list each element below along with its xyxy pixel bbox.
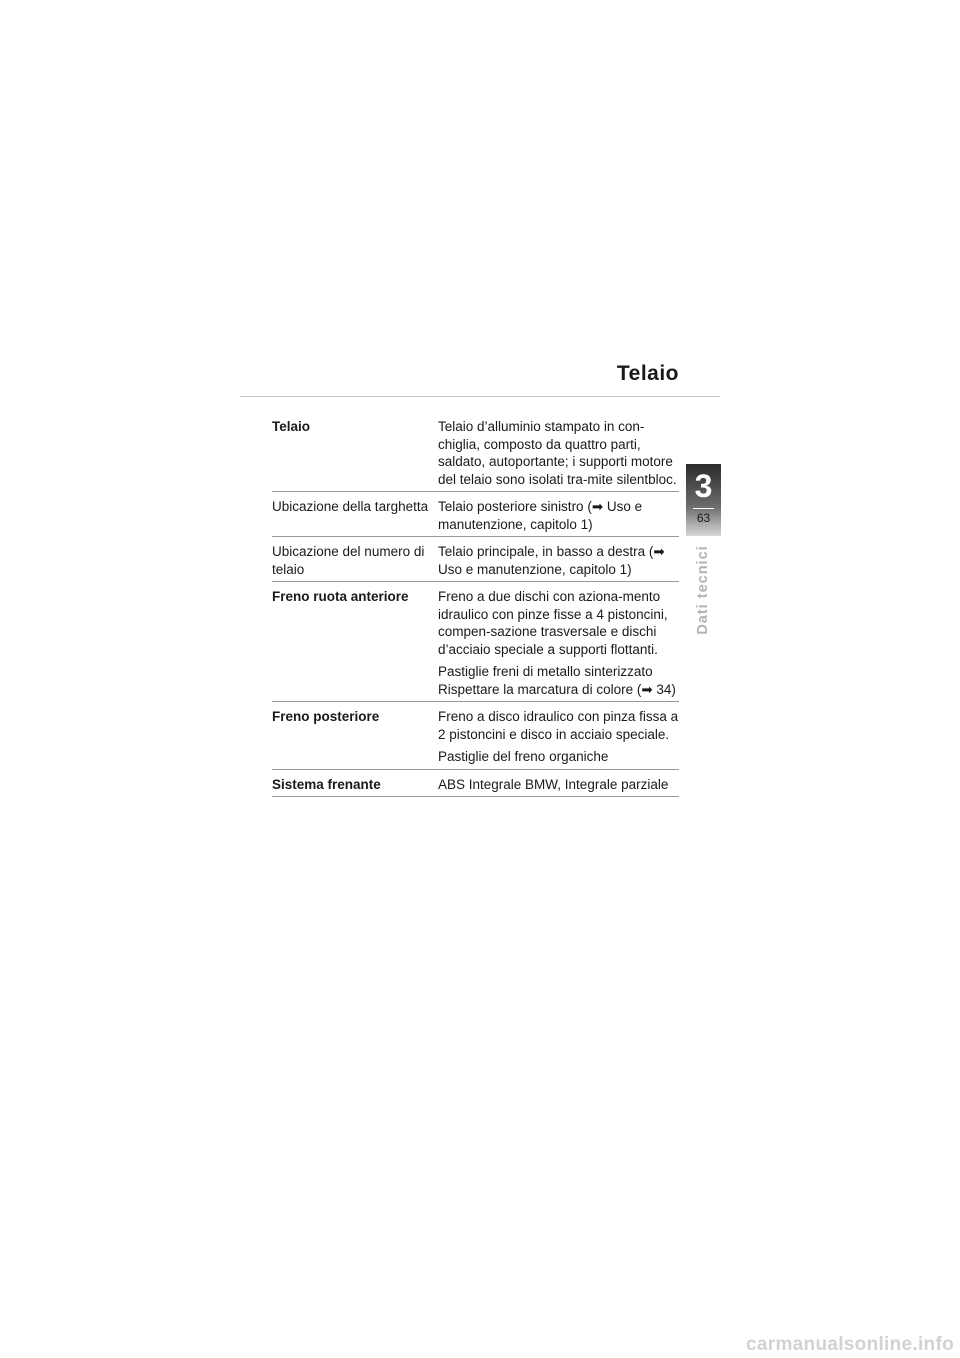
chapter-section-label: Dati tecnici — [695, 545, 711, 635]
spec-value — [438, 543, 679, 578]
spec-row-numero-telaio — [272, 543, 679, 582]
spec-value-paragraph: Telaio d’alluminio stampato in con-chiglia, composto da quattro parti, saldato, autoportante; i supporti motore del telaio sono isolati tra-mite silentbloc. — [438, 419, 677, 487]
chapter-tab — [686, 464, 721, 536]
spec-value-paragraph: Pastiglie del freno organiche — [438, 749, 609, 764]
spec-value-paragraph: Telaio posteriore sinistro (➡ Uso e manutenzione, capitolo 1) — [438, 499, 643, 532]
spec-label: Telaio — [272, 419, 311, 434]
spec-value — [438, 418, 679, 488]
spec-value-paragraph: Telaio principale, in basso a destra (➡ Uso e manutenzione, capitolo 1) — [438, 544, 665, 577]
spec-value-paragraph: Freno a disco idraulico con pinza fissa a 2 pistoncini e disco in acciaio speciale. — [438, 709, 679, 742]
chapter-divider — [693, 508, 714, 509]
spec-label: Ubicazione della targhetta — [272, 499, 429, 514]
spec-row-freno-anteriore — [272, 588, 679, 702]
spec-table — [272, 418, 679, 803]
spec-value — [438, 588, 679, 698]
spec-value — [438, 498, 679, 533]
spec-value-paragraph: ABS Integrale BMW, Integrale parziale — [438, 776, 669, 792]
spec-label: Ubicazione del numero di telaio — [272, 544, 425, 577]
spec-value-paragraph: Freno a due dischi con aziona-mento idraulico con pinze fisse a 4 pistoncini, compen-sazione trasversale e dischi d’acciaio speciale a supporti flottanti. — [438, 589, 668, 657]
page-number: 63 — [696, 511, 711, 525]
page-title: Telaio — [616, 362, 679, 385]
spec-value — [438, 708, 679, 766]
spec-value — [438, 776, 679, 794]
title-divider — [240, 396, 720, 397]
spec-label: Sistema frenante — [272, 776, 381, 792]
spec-row-sistema-frenante — [272, 776, 679, 798]
spec-label: Freno ruota anteriore — [272, 589, 409, 604]
spec-row-freno-posteriore — [272, 708, 679, 770]
spec-value-paragraph: Pastiglie freni di metallo sinterizzato Rispettare la marcatura di colore (➡ 34) — [438, 664, 676, 697]
chapter-number: 3 — [694, 468, 713, 504]
spec-row-targhetta — [272, 498, 679, 537]
watermark: carmanualsonline.info — [746, 1334, 954, 1355]
spec-row-telaio — [272, 418, 679, 492]
spec-label: Freno posteriore — [272, 709, 380, 724]
